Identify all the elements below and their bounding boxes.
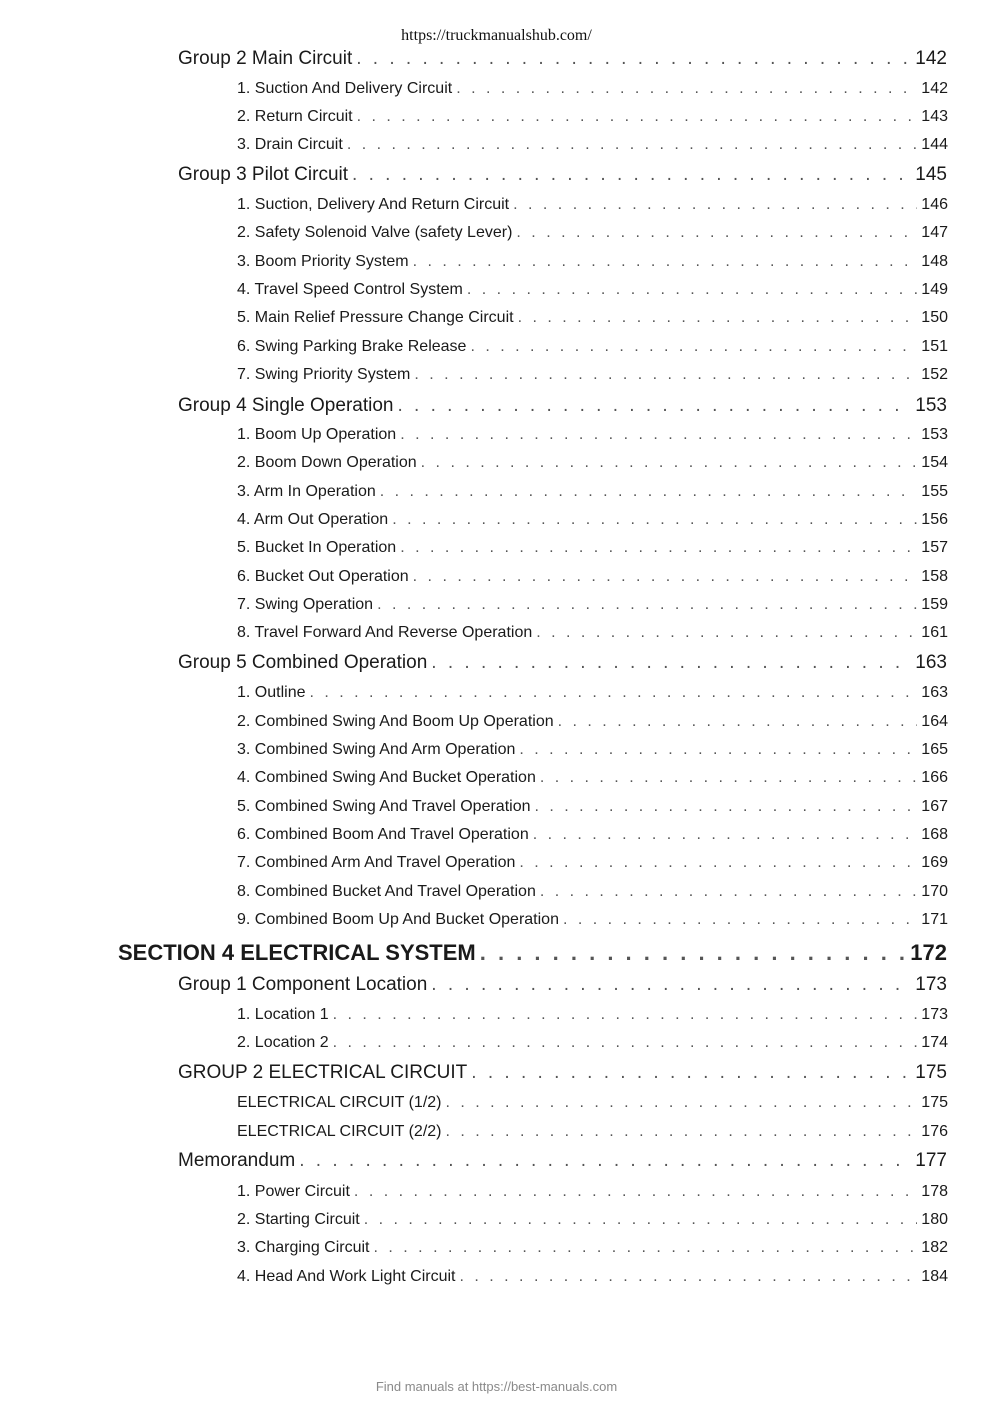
toc-entry-item[interactable] (237, 281, 948, 303)
toc-entry-item[interactable] (237, 1094, 948, 1116)
toc-entry-title: 5. Combined Swing And Travel Operation (237, 798, 535, 816)
dot-leader (471, 1062, 911, 1084)
toc-entry-title: 1. Suction And Delivery Circuit (237, 80, 456, 98)
toc-entry-page-number: 153 (921, 426, 948, 443)
toc-entry-page-number: 144 (921, 136, 948, 153)
dot-leader (513, 196, 917, 214)
toc-entry-page-number: 177 (915, 1150, 947, 1171)
toc-entry-group[interactable] (178, 652, 947, 678)
dot-leader (540, 883, 917, 901)
toc-entry-page-number: 163 (921, 684, 948, 701)
toc-entry-title: 6. Swing Parking Brake Release (237, 338, 470, 356)
toc-entry-title: 4. Travel Speed Control System (237, 281, 467, 299)
toc-entry-page-number: 172 (910, 940, 947, 965)
toc-entry-item[interactable] (237, 483, 948, 505)
toc-entry-page-number: 152 (921, 366, 948, 383)
toc-entry-item[interactable] (237, 684, 948, 706)
toc-entry-title: 1. Suction, Delivery And Return Circuit (237, 196, 513, 214)
toc-entry-page-number: 145 (915, 164, 947, 185)
toc-entry-item[interactable] (237, 1006, 948, 1028)
toc-entry-title: SECTION 4 ELECTRICAL SYSTEM (118, 940, 480, 966)
toc-entry-title: 2. Safety Solenoid Valve (safety Lever) (237, 224, 516, 242)
toc-entry-group[interactable] (178, 974, 947, 1000)
toc-entry-page-number: 180 (921, 1211, 948, 1228)
toc-entry-page-number: 156 (921, 511, 948, 528)
toc-entry-page-number: 150 (921, 309, 948, 326)
toc-entry-group[interactable] (178, 48, 947, 74)
dot-leader (456, 80, 917, 98)
dot-leader (374, 1239, 918, 1257)
dot-leader (431, 974, 911, 996)
toc-entry-page-number: 161 (921, 624, 948, 641)
toc-entry-item[interactable] (237, 253, 948, 275)
toc-entry-title: Memorandum (178, 1150, 299, 1172)
toc-entry-page-number: 147 (921, 224, 948, 241)
toc-entry-title: 7. Combined Arm And Travel Operation (237, 854, 519, 872)
toc-entry-item[interactable] (237, 338, 948, 360)
toc-entry-item[interactable] (237, 713, 948, 735)
toc-entry-page-number: 164 (921, 713, 948, 730)
toc-entry-title: 4. Combined Swing And Bucket Operation (237, 769, 540, 787)
toc-entry-page-number: 151 (921, 338, 948, 355)
toc-entry-item[interactable] (237, 454, 948, 476)
toc-entry-title: 8. Combined Bucket And Travel Operation (237, 883, 540, 901)
dot-leader (364, 1211, 918, 1229)
toc-entry-title: ELECTRICAL CIRCUIT (2/2) (237, 1123, 445, 1141)
toc-entry-title: 3. Arm In Operation (237, 483, 380, 501)
toc-entry-page-number: 159 (921, 596, 948, 613)
toc-entry-page-number: 176 (921, 1123, 948, 1140)
toc-entry-item[interactable] (237, 741, 948, 763)
toc-entry-section[interactable] (118, 940, 947, 970)
toc-entry-page-number: 170 (921, 883, 948, 900)
toc-entry-item[interactable] (237, 196, 948, 218)
toc-entry-title: 1. Location 1 (237, 1006, 333, 1024)
dot-leader (459, 1268, 917, 1286)
toc-entry-page-number: 155 (921, 483, 948, 500)
toc-entry-item[interactable] (237, 426, 948, 448)
toc-entry-item[interactable] (237, 539, 948, 561)
dot-leader (400, 539, 917, 557)
toc-entry-page-number: 146 (921, 196, 948, 213)
toc-entry-page-number: 157 (921, 539, 948, 556)
toc-entry-title: Group 3 Pilot Circuit (178, 164, 352, 186)
toc-entry-group[interactable] (178, 1062, 947, 1088)
toc-entry-page-number: 173 (915, 974, 947, 995)
toc-entry-page-number: 142 (921, 80, 948, 97)
dot-leader (431, 652, 911, 674)
toc-entry-title: GROUP 2 ELECTRICAL CIRCUIT (178, 1062, 471, 1084)
toc-entry-page-number: 175 (921, 1094, 948, 1111)
toc-entry-title: 5. Main Relief Pressure Change Circuit (237, 309, 518, 327)
toc-entry-title: 4. Arm Out Operation (237, 511, 392, 529)
dot-leader (333, 1006, 918, 1024)
toc-entry-item[interactable] (237, 826, 948, 848)
toc-entry-page-number: 173 (921, 1006, 948, 1023)
dot-leader (421, 454, 918, 472)
toc-entry-page-number: 168 (921, 826, 948, 843)
dot-leader (413, 253, 918, 271)
dot-leader (380, 483, 918, 501)
toc-entry-page-number: 142 (915, 48, 947, 69)
toc-entry-item[interactable] (237, 798, 948, 820)
toc-entry-item[interactable] (237, 1211, 948, 1233)
dot-leader (470, 338, 917, 356)
dot-leader (347, 136, 917, 154)
dot-leader (414, 366, 917, 384)
dot-leader (413, 568, 918, 586)
toc-entry-title: 7. Swing Operation (237, 596, 377, 614)
toc-entry-item[interactable] (237, 366, 948, 388)
toc-entry-page-number: 163 (915, 652, 947, 673)
toc-entry-title: Group 1 Component Location (178, 974, 431, 996)
toc-entry-page-number: 169 (921, 854, 948, 871)
toc-entry-item[interactable] (237, 1268, 948, 1290)
toc-entry-title: 3. Charging Circuit (237, 1239, 374, 1257)
toc-entry-page-number: 143 (921, 108, 948, 125)
toc-entry-item[interactable] (237, 1034, 948, 1056)
toc-entry-item[interactable] (237, 1123, 948, 1145)
toc-entry-item[interactable] (237, 136, 948, 158)
toc-entry-title: 6. Bucket Out Operation (237, 568, 413, 586)
toc-entry-item[interactable] (237, 108, 948, 130)
toc-entry-page-number: 153 (915, 395, 947, 416)
toc-entry-page-number: 171 (921, 911, 948, 928)
toc-entry-title: 6. Combined Boom And Travel Operation (237, 826, 533, 844)
footer-link-text[interactable]: Find manuals at https://best-manuals.com (375, 1379, 618, 1394)
toc-entry-title: 2. Location 2 (237, 1034, 333, 1052)
toc-entry-item[interactable] (237, 883, 948, 905)
toc-entry-page-number: 178 (921, 1183, 948, 1200)
toc-entry-page-number: 167 (921, 798, 948, 815)
toc-entry-page-number: 149 (921, 281, 948, 298)
dot-leader (309, 684, 917, 702)
toc-entry-item[interactable] (237, 80, 948, 102)
toc-entry-title: Group 2 Main Circuit (178, 48, 356, 70)
toc-entry-page-number: 158 (921, 568, 948, 585)
dot-leader (400, 426, 917, 444)
toc-entry-title: ELECTRICAL CIRCUIT (1/2) (237, 1094, 445, 1112)
toc-entry-title: 1. Boom Up Operation (237, 426, 400, 444)
dot-leader (397, 395, 911, 417)
toc-entry-item[interactable] (237, 511, 948, 533)
toc-entry-title: 8. Travel Forward And Reverse Operation (237, 624, 536, 642)
dot-leader (299, 1150, 911, 1172)
toc-entry-title: 2. Boom Down Operation (237, 454, 421, 472)
dot-leader (392, 511, 917, 529)
toc-entry-item[interactable] (237, 568, 948, 590)
toc-entry-item[interactable] (237, 1239, 948, 1261)
dot-leader (356, 48, 911, 70)
toc-entry-page-number: 165 (921, 741, 948, 758)
dot-leader (352, 164, 911, 186)
toc-entry-title: 3. Boom Priority System (237, 253, 413, 271)
header-url: https://truckmanualshub.com/ (401, 27, 592, 44)
dot-leader (445, 1094, 917, 1112)
dot-leader (377, 596, 917, 614)
toc-entry-page-number: 175 (915, 1062, 947, 1083)
toc-entry-item[interactable] (237, 854, 948, 876)
toc-entry-title: Group 4 Single Operation (178, 395, 397, 417)
toc-entry-page-number: 174 (921, 1034, 948, 1051)
toc-entry-title: 3. Drain Circuit (237, 136, 347, 154)
toc-entry-title: 9. Combined Boom Up And Bucket Operation (237, 911, 563, 929)
dot-leader (540, 769, 917, 787)
dot-leader (558, 713, 918, 731)
toc-entry-title: 2. Return Circuit (237, 108, 357, 126)
dot-leader (333, 1034, 918, 1052)
toc-entry-title: 2. Combined Swing And Boom Up Operation (237, 713, 558, 731)
dot-leader (563, 911, 917, 929)
dot-leader (354, 1183, 917, 1201)
toc-entry-item[interactable] (237, 911, 948, 933)
toc-entry-item[interactable] (237, 224, 948, 246)
toc-entry-item[interactable] (237, 624, 948, 646)
toc-entry-title: Group 5 Combined Operation (178, 652, 431, 674)
dot-leader (519, 741, 917, 759)
toc-entry-page-number: 154 (921, 454, 948, 471)
toc-entry-page-number: 148 (921, 253, 948, 270)
toc-entry-title: 3. Combined Swing And Arm Operation (237, 741, 519, 759)
dot-leader (445, 1123, 917, 1141)
toc-entry-title: 4. Head And Work Light Circuit (237, 1268, 459, 1286)
dot-leader (536, 624, 917, 642)
dot-leader (533, 826, 918, 844)
dot-leader (535, 798, 918, 816)
dot-leader (516, 224, 917, 242)
toc-entry-item[interactable] (237, 309, 948, 331)
toc-entry-group[interactable] (178, 1150, 947, 1176)
toc-entry-group[interactable] (178, 395, 947, 421)
dot-leader (518, 309, 918, 327)
toc-entry-title: 2. Starting Circuit (237, 1211, 364, 1229)
toc-entry-item[interactable] (237, 1183, 948, 1205)
toc-entry-item[interactable] (237, 596, 948, 618)
dot-leader (480, 940, 907, 966)
toc-entry-title: 7. Swing Priority System (237, 366, 414, 384)
toc-entry-title: 1. Outline (237, 684, 309, 702)
toc-entry-title: 5. Bucket In Operation (237, 539, 400, 557)
dot-leader (519, 854, 917, 872)
toc-entry-title: 1. Power Circuit (237, 1183, 354, 1201)
toc-entry-page-number: 166 (921, 769, 948, 786)
toc-entry-item[interactable] (237, 769, 948, 791)
toc-entry-page-number: 182 (921, 1239, 948, 1256)
toc-entry-page-number: 184 (921, 1268, 948, 1285)
dot-leader (467, 281, 917, 299)
dot-leader (357, 108, 918, 126)
toc-entry-group[interactable] (178, 164, 947, 190)
